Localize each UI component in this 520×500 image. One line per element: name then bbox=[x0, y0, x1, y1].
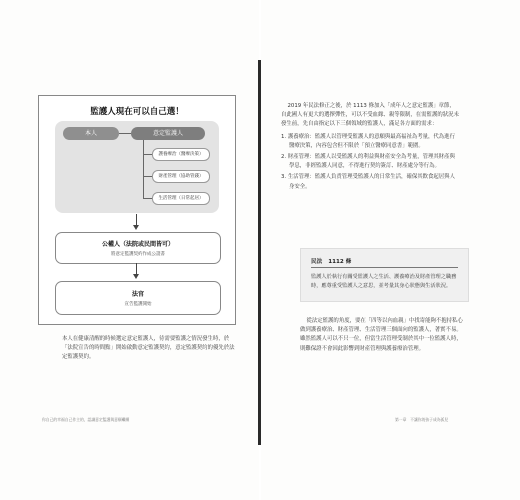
down-arrow-icon bbox=[133, 274, 139, 279]
left-body-text bbox=[62, 335, 237, 362]
down-arrow-icon bbox=[133, 225, 139, 230]
law-code: 民法 bbox=[311, 259, 323, 265]
person-guardian-connector bbox=[119, 133, 131, 134]
law-article-number: 1112 條 bbox=[328, 259, 352, 265]
law-callout bbox=[300, 248, 469, 302]
intro-paragraph: 2019 年民法修正之後，於 1113 條加入「成年人之意定監護」章節，自此國人有更大的選擇彈性，可以不受血緣、親等限制，在需監護的狀況未發生前，先自由指定以下三個領域的監護人，滿足各方面的需求： bbox=[281, 103, 459, 128]
notary-box bbox=[55, 232, 221, 264]
right-footer: 第一章 不讓你的孩子成為孤兒 bbox=[395, 417, 449, 422]
court-box bbox=[55, 281, 221, 315]
duty-branch bbox=[143, 154, 152, 155]
law-divider bbox=[311, 267, 458, 268]
duty-medical: 護養療治（醫療決策） bbox=[152, 148, 210, 161]
notary-title: 公權人（法院或民間皆可） bbox=[101, 241, 174, 248]
duty-branch bbox=[143, 176, 152, 177]
duty-finance: 財產管理（協助管錢） bbox=[152, 170, 210, 183]
guardian-pill: 意定監護人 bbox=[131, 127, 205, 140]
notary-desc: 將意定監護契約作成公證書 bbox=[111, 252, 165, 257]
duty-tree-trunk bbox=[143, 140, 144, 199]
duty-living: 生活管理（日常起居） bbox=[152, 192, 210, 205]
left-paragraph: 本人在健康清醒的時候選定意定監護人，待需要監護之情況發生時，於「法院宣告的時間點」開始啟動意定監護契約，意定監護契約的優先於法定監護契約。 bbox=[62, 336, 235, 360]
left-footer: 你自己的幸福自己作主的，認識意定監護與意願繼續 bbox=[42, 417, 130, 422]
person-pill: 本人 bbox=[63, 127, 119, 140]
right-body-text bbox=[281, 102, 459, 194]
duty-branch bbox=[143, 198, 152, 199]
guardianship-diagram bbox=[38, 95, 236, 325]
court-title: 法官 bbox=[131, 291, 144, 298]
list-item: 3. 生活管理：監護人負責管理受監護人的日常生活，確保其飲食起居與人身安全。 bbox=[281, 174, 455, 190]
law-heading bbox=[311, 257, 351, 265]
closing-paragraph: 從法定監護的角度，要在「四等以內血親」中找寄能夠不抱持私心做到護養療治、財產管理、生活管理三個面向的監護人，著實不易。雖然監護人可以不只一位，但當生活管理受制於其中一位監護人時，則難保證不會因此影響到財產管理與護養療治管理。 bbox=[300, 318, 463, 352]
list-item: 1. 護養療治：監護人以管理受監護人的意願與最高福祉為考量，代為進行醫療決策，內容包含但不限於「預立醫療同意書」範圍。 bbox=[281, 133, 455, 149]
list-item: 2. 財產管理：監護人以受監護人的利益與財產安全為考量，管理其財產與學息，非經監護人同意，不得進行契約簽訂、財產處分等行為。 bbox=[281, 153, 455, 170]
diagram-title: 監護人現在可以自己選！ bbox=[90, 107, 184, 117]
court-desc: 宣告監護開始 bbox=[124, 302, 152, 307]
duty-list bbox=[281, 133, 459, 192]
law-text: 監護人於執行有關受監護人之生活、護養療治及財產管理之職務時，應尊重受監護人之意思，並考量其身心狀態與生活狀況。 bbox=[311, 274, 457, 289]
